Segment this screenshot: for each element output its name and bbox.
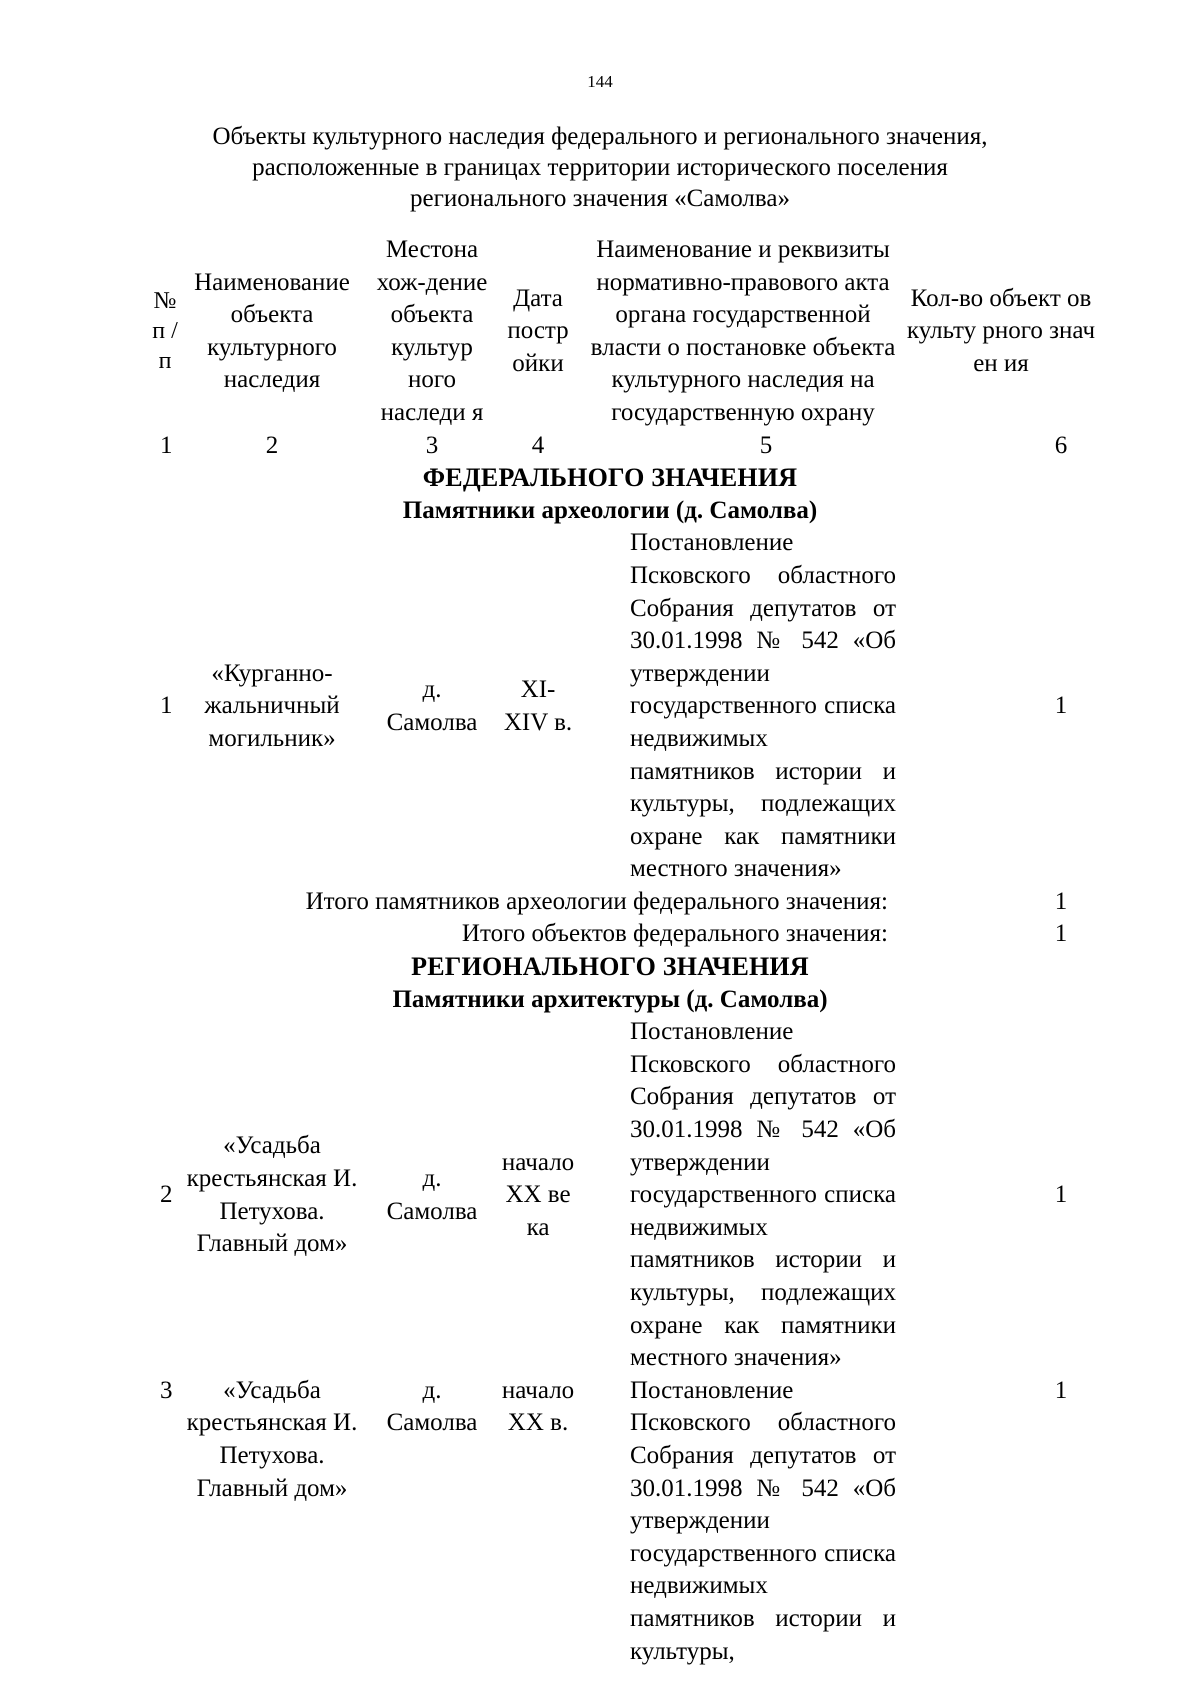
row-number: 1 (160, 692, 173, 720)
object-location: д. Самолва (386, 1164, 478, 1225)
column-number: 3 (425, 431, 439, 459)
header-legal-act: Наименование и реквизиты нормативно-правового акта органа государственной власти о постановке объекта культурного наследия на государственную охрану (590, 236, 896, 426)
column-number: 1 (160, 431, 173, 459)
section-regional-architecture: Памятники архитектуры (д. Самолва) (392, 985, 828, 1013)
object-name: «Усадьба крестьянская И. Петухова. Главный дом» (186, 1376, 358, 1502)
column-number: 4 (531, 431, 545, 459)
document-title (140, 121, 1060, 214)
section-federal-archaeology: Памятники археологии (д. Самолва) (402, 496, 818, 524)
object-name: «Усадьба крестьянская И. Петухова. Главный дом» (186, 1132, 358, 1258)
legal-act: Постановление Псковского областного Собрания депутатов от 30.01.1998 № 542 «Об утверждении государственного списка недвижимых памятников истории и культуры, подлежащих охране как памятники местного значения» (630, 529, 896, 883)
object-name: «Курганно-жальничный могильник» (204, 659, 340, 752)
table-row (160, 527, 1100, 886)
total-row (160, 886, 1100, 919)
total-row (160, 918, 1100, 951)
page-number: 144 (587, 72, 613, 91)
legal-act: Постановление Псковского областного Собрания депутатов от 30.01.1998 № 542 «Об утверждении государственного списка недвижимых памятников истории и культуры, (630, 1376, 896, 1665)
object-count: 1 (1054, 692, 1068, 720)
column-number: 5 (759, 431, 773, 459)
row-number: 2 (160, 1181, 173, 1209)
total-archaeology-federal-value: 1 (1054, 887, 1068, 915)
table-header-row (160, 234, 1100, 430)
total-archaeology-federal-label: Итого памятников археологии федерального значения: (305, 887, 888, 915)
table-row (160, 1375, 1100, 1668)
section-regional: РЕГИОНАЛЬНОГО ЗНАЧЕНИЯ (411, 952, 809, 982)
column-number: 6 (1054, 431, 1068, 459)
heritage-objects-table (152, 234, 1100, 1668)
table-row (160, 1016, 1100, 1375)
object-location: д. Самолва (386, 676, 478, 736)
object-count: 1 (1054, 1181, 1068, 1209)
build-date: начало XX века (501, 1148, 575, 1241)
title-line-1: Объекты культурного наследия федерального и регионального значения, (212, 123, 988, 150)
header-location: Местона хож-дение объекта культур ного наследи я (376, 236, 488, 426)
header-number: № п / п (152, 287, 178, 374)
header-object-name: Наименование объекта культурного наследия (194, 268, 350, 394)
title-line-3: регионального значения «Самолва» (410, 185, 790, 212)
column-numbers-row (160, 430, 1100, 463)
object-location: д. Самолва (386, 1376, 478, 1437)
header-build-date: Дата постр ойки (507, 284, 569, 378)
total-federal-objects-value: 1 (1054, 920, 1068, 948)
legal-act: Постановление Псковского областного Собрания депутатов от 30.01.1998 № 542 «Об утверждении государственного списка недвижимых памятников истории и культуры, подлежащих охране как памятники местного значения» (630, 1018, 896, 1372)
title-line-2: расположенные в границах территории исторического поселения (252, 154, 948, 181)
column-number: 2 (265, 431, 279, 459)
total-federal-objects-label: Итого объектов федерального значения: (461, 920, 888, 948)
row-number: 3 (160, 1376, 173, 1404)
section-federal: ФЕДЕРАЛЬНОГО ЗНАЧЕНИЯ (422, 463, 798, 493)
build-date: начало XX в. (501, 1376, 575, 1437)
build-date: XI-XIV в. (503, 676, 573, 736)
header-count: Кол-во объект ов культу рного значен ия (906, 284, 1096, 378)
object-count: 1 (1054, 1376, 1068, 1404)
